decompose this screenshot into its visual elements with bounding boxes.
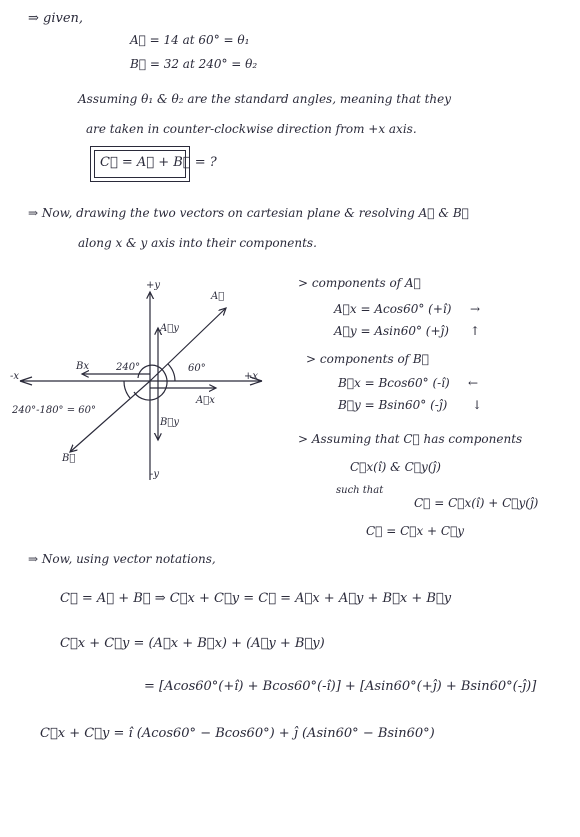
label-plus-y: +y (146, 280, 161, 291)
assumption-line-2: are taken in counter-clockwise direction from +x axis. (86, 122, 417, 136)
step3-intro: ⇒ Now, using vector notations, (28, 552, 216, 566)
by-equation: B⃗y = Bsin60° (-ĵ) (338, 398, 448, 412)
boxed-question: C⃗ = A⃗ + B⃗ = ? (100, 155, 217, 170)
label-vector-b: B⃗ (62, 453, 76, 464)
ax-equation: A⃗x = Acos60° (+î) (334, 302, 452, 316)
label-angle-60: 60° (188, 363, 206, 374)
step3-equation-2: C⃗x + C⃗y = (A⃗x + B⃗x) + (A⃗y + B⃗y) (60, 636, 325, 651)
step3-equation-1: C⃗ = A⃗ + B⃗ ⇒ C⃗x + C⃗y = C⃗ = A⃗x + A⃗y + B⃗x + B⃗y (60, 591, 452, 606)
c-equation-2: C⃗ = C⃗x + C⃗y (366, 524, 465, 538)
step3-equation-4: C⃗x + C⃗y = î (Acos60° − Bcos60°) + ĵ (Asin60° − Bsin60°) (40, 726, 435, 741)
label-ax: A⃗x (196, 395, 215, 406)
c-assumption: > Assuming that C⃗ has components (298, 432, 523, 446)
label-plus-x: +x (244, 371, 259, 382)
ax-direction-arrow: → (470, 302, 481, 316)
components-b-heading: > components of B⃗ (306, 352, 429, 366)
ay-equation: A⃗y = Asin60° (+ĵ) (334, 324, 449, 338)
ay-direction-arrow: ↑ (470, 324, 481, 338)
label-minus-x: -x (10, 371, 20, 382)
label-bx: Bx (76, 361, 89, 372)
step3-equation-3: = [Acos60°(+î) + Bcos60°(-î)] + [Asin60°(+ĵ) + Bsin60°(-ĵ)] (144, 679, 537, 694)
components-a-heading: > components of A⃗ (298, 276, 421, 290)
angle-note-arc (124, 381, 130, 398)
c-equation-1: C⃗ = C⃗x(î) + C⃗y(ĵ) (414, 496, 539, 510)
label-ay: A⃗y (160, 323, 179, 334)
assumption-line-1: Assuming θ₁ & θ₂ are the standard angles, meaning that they (78, 92, 452, 106)
step2-line-2: along x & y axis into their components. (78, 236, 317, 250)
by-direction-arrow: ↓ (472, 398, 483, 412)
label-by: B⃗y (160, 417, 179, 428)
step2-line-1: ⇒ Now, drawing the two vectors on cartesian plane & resolving A⃗ & B⃗ (28, 206, 469, 220)
label-vector-a: A⃗ (211, 291, 225, 302)
label-angle-note: 240°-180° = 60° (12, 405, 97, 416)
given-b: B⃗ = 32 at 240° = θ₂ (130, 57, 258, 71)
label-angle-240: 240° (116, 362, 141, 373)
bx-direction-arrow: ← (468, 376, 479, 390)
c-components: C⃗x(î) & C⃗y(ĵ) (350, 460, 441, 474)
such-that: such that (336, 485, 384, 496)
given-heading: ⇒ given, (28, 11, 84, 26)
given-a: A⃗ = 14 at 60° = θ₁ (130, 33, 250, 47)
angle-60-arc (168, 364, 175, 381)
bx-equation: B⃗x = Bcos60° (-î) (338, 376, 450, 390)
label-minus-y: -y (150, 469, 160, 480)
